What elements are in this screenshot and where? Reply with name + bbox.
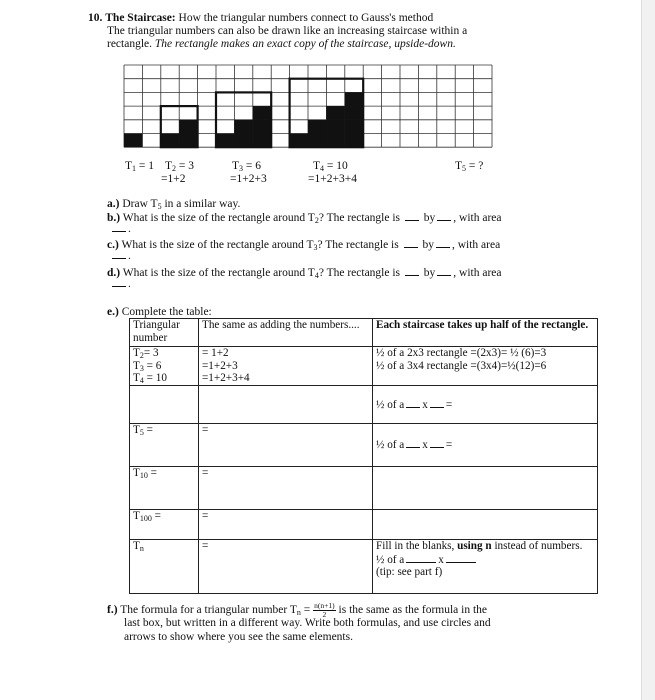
header-adding: The same as adding the numbers.... xyxy=(199,319,373,347)
staircase-cell xyxy=(253,134,271,148)
answer-blank-b3[interactable]: . xyxy=(110,222,131,236)
label-t2-sum: =1+2 xyxy=(161,173,186,185)
label-t4-sum: =1+2+3+4 xyxy=(308,173,357,185)
cell-half-t100[interactable] xyxy=(373,510,598,540)
formula-fraction: $\frac{n(n+1)}{2}$ xyxy=(314,601,335,619)
staircase-cell xyxy=(345,120,363,134)
cell-t5-add[interactable]: = xyxy=(199,424,373,467)
answer-blank-d3[interactable]: . xyxy=(110,277,131,291)
staircase-cell xyxy=(290,134,308,148)
triangular-table xyxy=(129,318,598,594)
label-t5: $T_5$ = ? xyxy=(455,160,484,173)
question-a: a.) Draw $T_5$ in a similar way. xyxy=(107,198,241,211)
answer-blank-d2[interactable] xyxy=(437,266,451,276)
staircase-cell xyxy=(308,120,326,134)
label-t3-sum: =1+2+3 xyxy=(230,173,267,185)
cell-tn-add[interactable]: = xyxy=(199,540,373,594)
table-row xyxy=(130,386,598,424)
intro-line-2a: rectangle. xyxy=(107,38,155,50)
staircase-cell xyxy=(161,134,179,148)
staircase-cell xyxy=(326,106,344,120)
cell-t10[interactable]: $T_{10}$ = xyxy=(130,467,199,510)
table-header-row xyxy=(130,319,598,347)
table-row xyxy=(130,424,598,467)
table-row xyxy=(130,540,598,594)
cell-half-tn[interactable]: Fill in the blanks, using n instead of numbers. ½ of a x (tip: see part f) xyxy=(373,540,598,594)
staircase-cell xyxy=(234,120,252,134)
cell-half-t4[interactable]: ½ of a x = xyxy=(373,386,598,424)
staircase-cell xyxy=(216,134,234,148)
staircase-cell xyxy=(234,134,252,148)
cell-half: ½ of a 2x3 rectangle =(2x3)= ½ (6)=3 ½ of a 3x4 rectangle =(3x4)=½(12)=6 xyxy=(373,347,598,386)
staircase-cell xyxy=(345,106,363,120)
question-c: c.) What is the size of the rectangle around $T_3$? The rectangle is by , with area xyxy=(107,239,501,252)
cell-t100-add[interactable]: = xyxy=(199,510,373,540)
staircase-cell xyxy=(253,120,271,134)
intro-line-1: The triangular numbers can also be drawn like an increasing staircase within a xyxy=(107,25,468,37)
staircase-cell xyxy=(253,106,271,120)
problem-number: 10. xyxy=(88,12,103,24)
staircase-cell xyxy=(345,134,363,148)
intro-line-2b: The rectangle makes an exact copy of the staircase, upside-down. xyxy=(154,38,456,50)
viewer-side-strip xyxy=(641,0,655,700)
cell-triangular: $T_2= 3$ $T_3 = 6$ $T_4 = 10$ xyxy=(130,347,199,386)
label-t4: $T_4 = 10$ xyxy=(313,160,348,173)
answer-blank-c2[interactable] xyxy=(436,238,450,248)
part-f: f.) The formula for a triangular number $T_n$ = $\frac{n(n+1)}{2}$ is the same as the formula in the xyxy=(107,601,488,619)
part-f-line-2: last box, but written in a different way. Write both formulas, and use circles and xyxy=(124,617,491,629)
question-b: b.) What is the size of the rectangle around $T_2$? The rectangle is by , with area xyxy=(107,212,502,225)
staircase-cell xyxy=(326,120,344,134)
answer-blank-c3[interactable]: . xyxy=(110,249,131,263)
staircase-cell xyxy=(326,134,344,148)
cell-t10-add[interactable]: = xyxy=(199,467,373,510)
staircase-cell xyxy=(124,134,142,148)
label-t3: $T_3 = 6$ xyxy=(232,160,262,173)
cell-adding: = 1+2 =1+2+3 =1+2+3+4 xyxy=(199,347,373,386)
part-f-line-3: arrows to show where you see the same elements. xyxy=(124,631,353,643)
cell-half-t10[interactable] xyxy=(373,467,598,510)
table-row xyxy=(130,510,598,540)
label-t1: $T_1 = 1$ xyxy=(125,160,155,173)
staircase-cell xyxy=(179,120,197,134)
problem-subtitle: How the triangular numbers connect to Gauss's method xyxy=(175,12,434,24)
table-row xyxy=(130,467,598,510)
cell-tn[interactable]: $T_n$ xyxy=(130,540,199,594)
answer-blank-b2[interactable] xyxy=(437,211,451,221)
table-row xyxy=(130,347,598,386)
staircase-cell xyxy=(345,92,363,106)
cell-half-t5[interactable]: ½ of a x = xyxy=(373,424,598,467)
cell-t100[interactable]: $T_{100}$ = xyxy=(130,510,199,540)
answer-blank-b1[interactable] xyxy=(405,211,419,221)
header-half: Each staircase takes up half of the rectangle. xyxy=(373,319,598,347)
problem-title: The Staircase: xyxy=(105,12,176,24)
cell-t5[interactable]: $T_5$ = xyxy=(130,424,199,467)
answer-blank-d1[interactable] xyxy=(405,266,419,276)
answer-blank-c1[interactable] xyxy=(404,238,418,248)
label-t2: $T_2 = 3$ xyxy=(165,160,195,173)
question-d: d.) What is the size of the rectangle around $T_4$? The rectangle is by , with area xyxy=(107,267,502,280)
question-e: e.) Complete the table: xyxy=(107,306,212,318)
header-triangular: Triangular number xyxy=(130,319,199,347)
staircase-cell xyxy=(179,134,197,148)
staircase-cell xyxy=(308,134,326,148)
